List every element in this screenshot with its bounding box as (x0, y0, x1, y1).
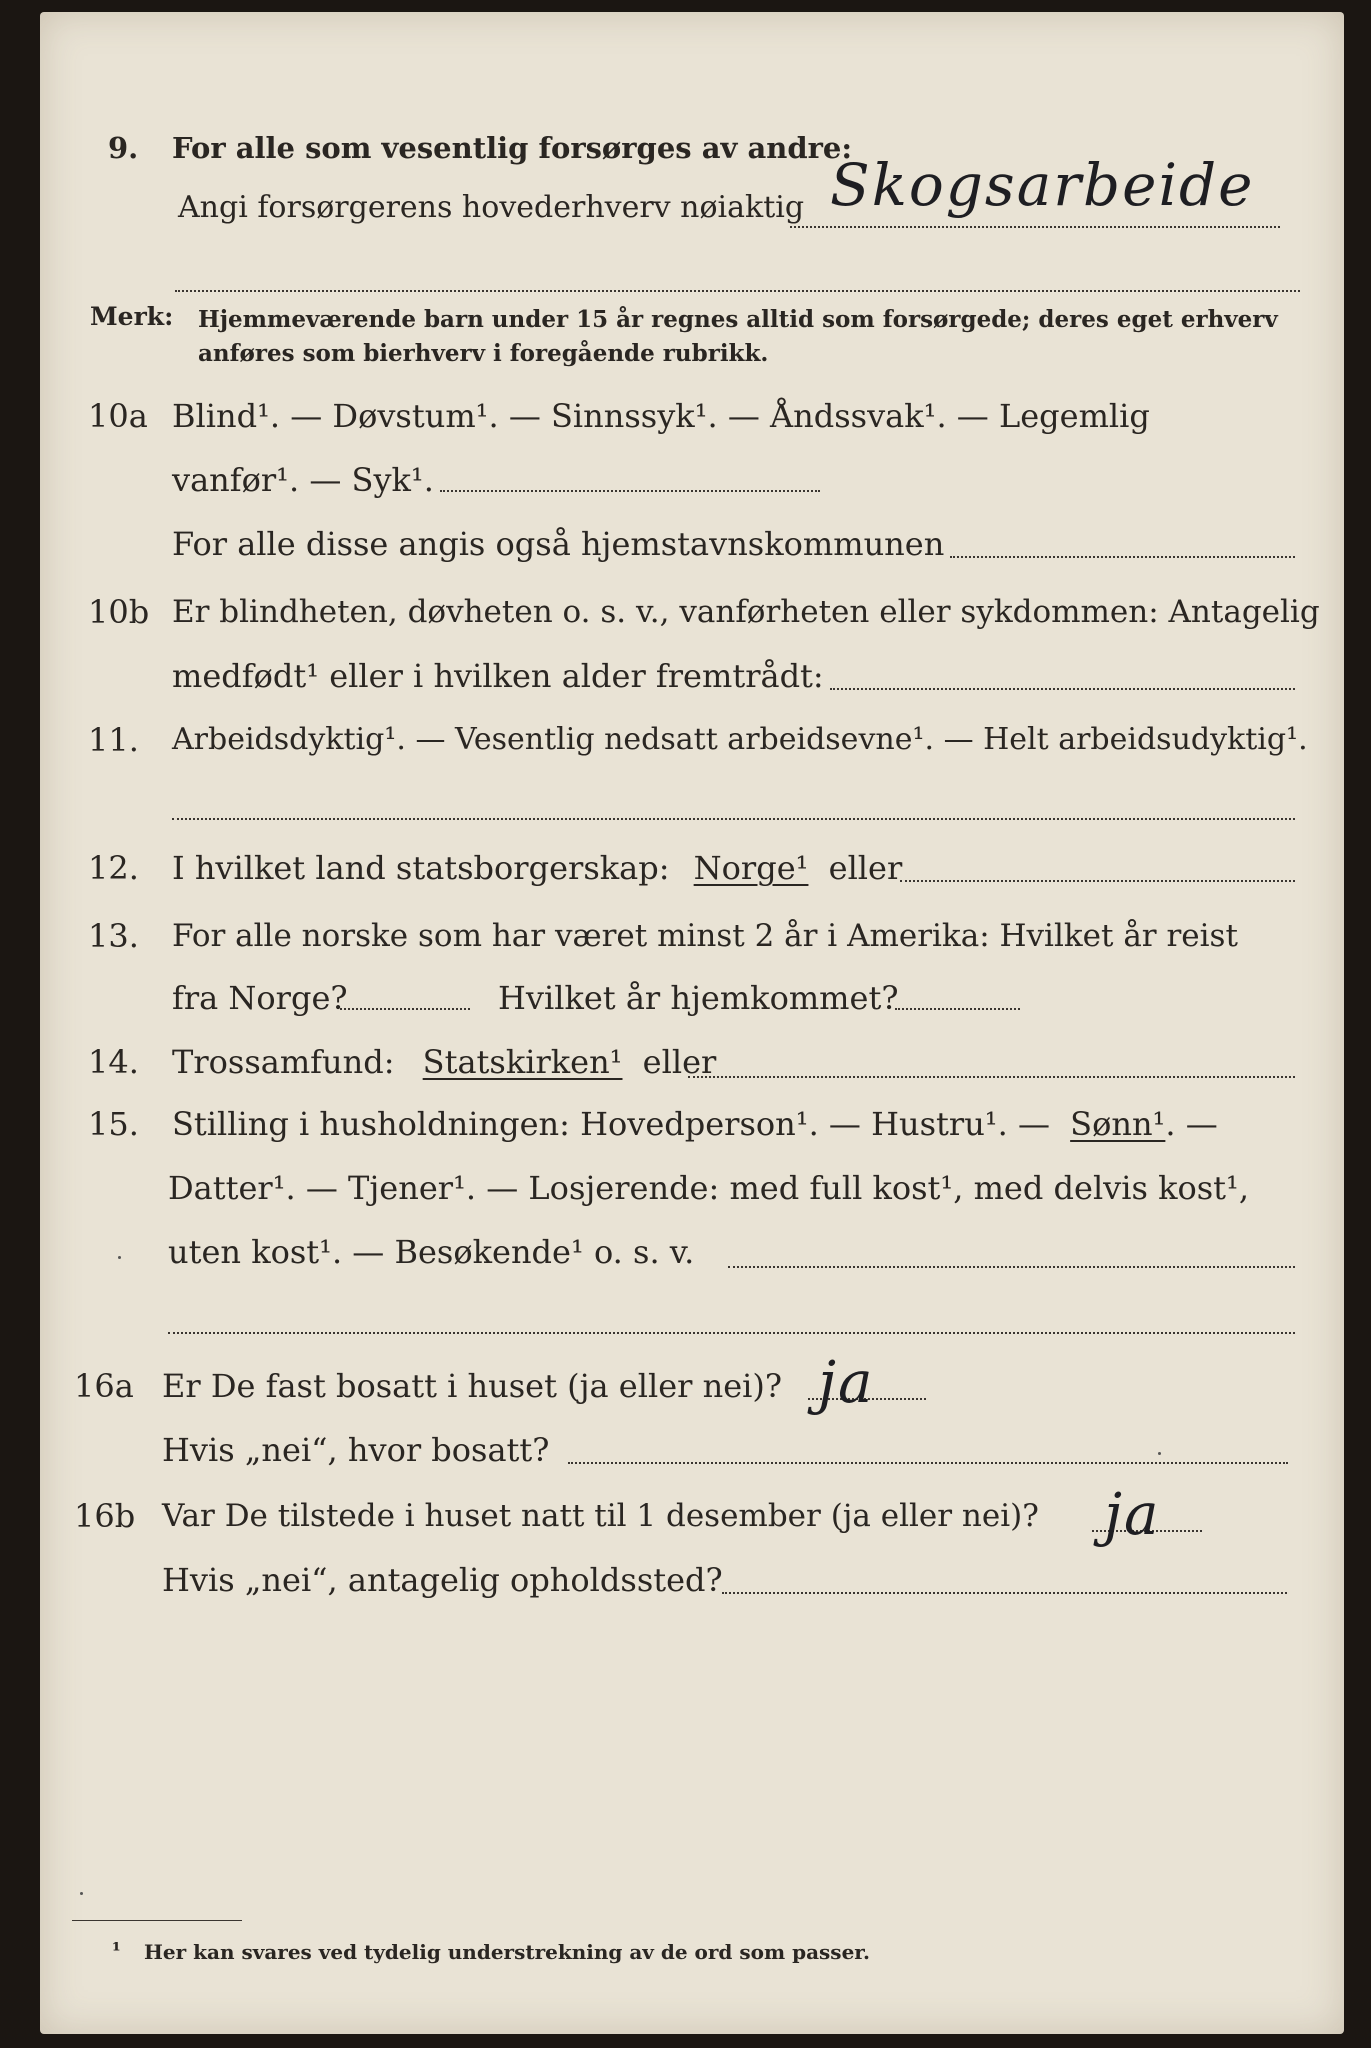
merk-label: Merk: (90, 302, 174, 331)
q12-prefix: I hvilket land statsborgerskap: (172, 849, 670, 887)
q11-answer-line (172, 818, 1295, 820)
q10a-line1: Blind¹. — Døvstum¹. — Sinnssyk¹. — Åndssvak¹. — Legemlig (172, 397, 1150, 435)
q15-line1 (172, 1106, 1218, 1142)
q12-suffix: eller (828, 849, 903, 887)
q12-number: 12. (88, 849, 139, 887)
q14-prefix: Trossamfund: (172, 1043, 395, 1081)
q9-question-line1: For alle som vesentlig forsørges av andre: (172, 131, 853, 165)
q13-line2a: fra Norge? (172, 979, 348, 1017)
q10b-line1: Er blindheten, døvheten o. s. v., vanførheten eller sykdommen: Antagelig (172, 594, 1320, 630)
q13-number: 13. (88, 917, 139, 955)
q9-question-line2: Angi forsørgerens hovederhverv nøiaktig (178, 190, 805, 225)
paper-speck (118, 1256, 121, 1259)
q13-line2b: Hvilket år hjemkommet? (498, 979, 899, 1017)
footnote-rule (72, 1920, 242, 1921)
q16a-bosatt-line (568, 1462, 1288, 1464)
q15-number: 15. (88, 1105, 139, 1143)
q15-underlined-sonn: Sønn¹ (1070, 1105, 1166, 1143)
q14-suffix: eller (642, 1043, 717, 1081)
q10b-number: 10b (88, 593, 150, 631)
q16a-line2: Hvis „nei“, hvor bosatt? (162, 1431, 550, 1469)
merk-text-line1: Hjemmeværende barn under 15 år regnes alltid som forsørgede; deres eget erhverv (198, 306, 1278, 333)
q9-extra-line (175, 290, 1300, 292)
q16b-handwritten-answer: ja (1104, 1480, 1161, 1548)
q10a-syk-line (440, 490, 820, 492)
merk-text-line2: anføres som bierhverv i foregående rubrikk. (198, 340, 769, 367)
q9-number: 9. (108, 131, 139, 165)
q10b-answer-line (830, 688, 1295, 690)
paper-speck (80, 1892, 83, 1895)
q11-line1: Arbeidsdyktig¹. — Vesentlig nedsatt arbeidsevne¹. — Helt arbeidsudyktig¹. (172, 722, 1308, 757)
q13-reist-line (340, 1008, 470, 1010)
q14-answer-line (688, 1076, 1295, 1078)
q16a-line1: Er De fast bosatt i huset (ja eller nei)? (162, 1367, 783, 1405)
q10a-hjemstavn-line (950, 556, 1295, 558)
q11-number: 11. (88, 721, 139, 759)
q15-line2: Datter¹. — Tjener¹. — Losjerende: med full kost¹, med delvis kost¹, (168, 1169, 1250, 1207)
footnote-text: Her kan svares ved tydelig understrekning av de ord som passer. (144, 1940, 870, 1964)
q16b-opholdssted-line (722, 1592, 1287, 1594)
q16a-number: 16a (74, 1367, 134, 1405)
q16b-line2: Hvis „nei“, antagelig opholdssted? (162, 1561, 723, 1599)
q14-question (172, 1044, 716, 1080)
q15-line1-suffix: . — (1165, 1105, 1218, 1143)
q15-line1-prefix: Stilling i husholdningen: Hovedperson¹. — Hustru¹. — (172, 1105, 1050, 1143)
q10a-line3: For alle disse angis også hjemstavnskommunen (172, 525, 945, 563)
q15-line3: uten kost¹. — Besøkende¹ o. s. v. (168, 1233, 695, 1271)
paper-speck (1158, 1452, 1161, 1455)
q16a-handwritten-answer: ja (818, 1348, 875, 1416)
q10a-line2: vanfør¹. — Syk¹. (172, 461, 434, 499)
q12-question (172, 850, 902, 886)
q10b-line2: medfødt¹ eller i hvilken alder fremtrådt: (172, 657, 824, 695)
q16b-line1: Var De tilstede i huset natt til 1 desember (ja eller nei)? (162, 1498, 1039, 1534)
q15-extra-line (168, 1332, 1295, 1334)
q13-hjemkommet-line (895, 1008, 1020, 1010)
q9-answer-line (790, 226, 1280, 228)
q16b-number: 16b (74, 1497, 136, 1535)
footnote-marker: ¹ (112, 1938, 121, 1962)
q15-answer-line (728, 1266, 1295, 1268)
q9-handwritten-answer: Skogsarbeide (830, 151, 1255, 219)
q12-answer-line (900, 880, 1295, 882)
q13-line1: For alle norske som har været minst 2 år i Amerika: Hvilket år reist (172, 918, 1238, 954)
q12-underlined-norge: Norge¹ (693, 849, 809, 887)
q10a-number: 10a (88, 397, 148, 435)
q14-number: 14. (88, 1043, 139, 1081)
q14-underlined-statskirken: Statskirken¹ (422, 1043, 623, 1081)
